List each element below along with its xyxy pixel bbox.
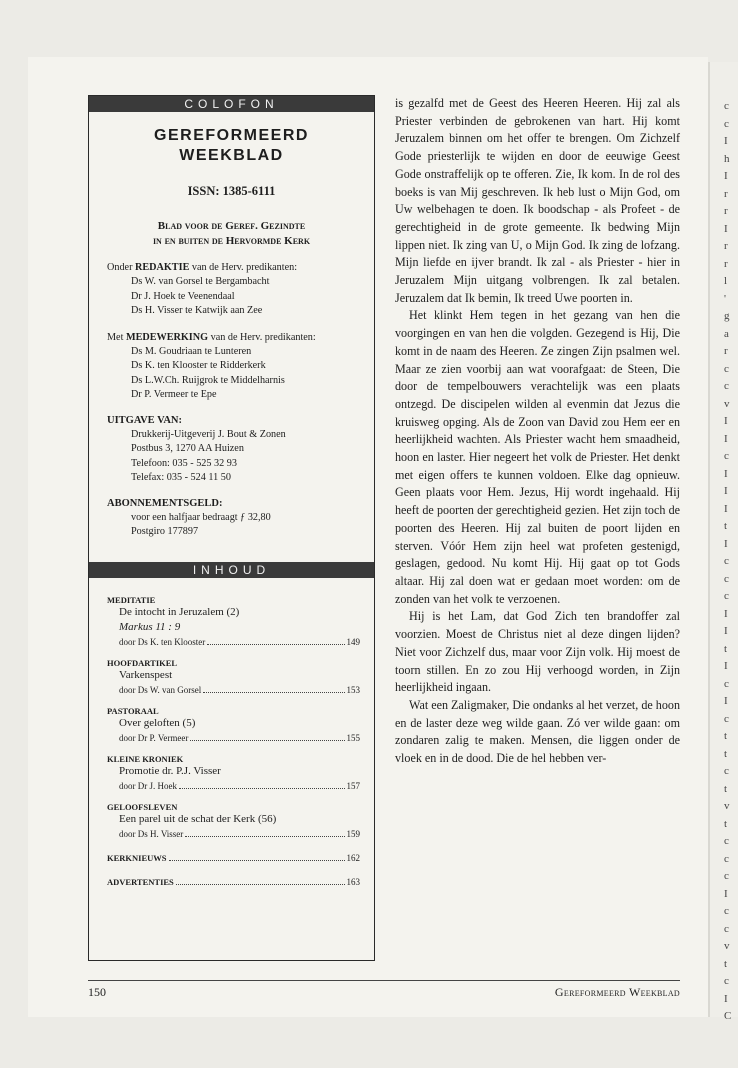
adjacent-page-letter: c xyxy=(724,835,729,847)
title-line-2: WEEKBLAD xyxy=(179,147,284,164)
uitgave-heading: UITGAVE VAN: xyxy=(107,414,182,426)
adjacent-page-edge xyxy=(708,62,738,1022)
adjacent-page-letter: c xyxy=(724,870,729,882)
article-paragraph: Wat een Zaligmaker, Die ondanks al het verzet, de hoon en de laster deze weg wilde gaan. Zó ver wilde gaan: om zondaren zalig te maken. Mensen, die liggen onder de vloek en in de dood. Die de hel hebben ver- xyxy=(395,697,680,766)
leader-dots xyxy=(207,635,344,645)
adjacent-page-letter: g xyxy=(724,310,730,322)
adjacent-page-letter: v xyxy=(724,940,730,952)
toc-category: GELOOFSLEVEN xyxy=(107,801,178,812)
toc-category: HOOFDARTIKEL xyxy=(107,657,178,668)
toc-page: 153 xyxy=(346,684,360,695)
article-paragraph: Het klinkt Hem tegen in het gezang van hen die voorgingen en van hen die volgden. Gezegend is Hij, Die komt in de naam des Heeren. Ze zingen Zijn psalmen wel. Maar ze zien voorbij aan wat voorafgaat: de Steen, Die door de tempelbouwers verachtelijk was een plaats ontzegd. De discipelen wilden al evenmin dat Jezus die kruisweg opging. Als de Zoon van David zou Hem eer en heerlijkheid wachten. Als Priester wacht hem smaadheid, hoon en laster. Hier negeert het volk de Priester. Het denkt met eigen offers te kunnen voldoen. Elke dag opnieuw. Geen plaats voor Hem. Jezus, Hij wordt ingehaald. Hij heeft de poorten der gerechtigheid gezien. Het zijn toch de poorten des Heeren. Hij zal buiten de poort lijden en sterven. Vóór Hem zijn heel wat profeten gestenigd, geslagen, gedood. Nu komt Hij. Hij gaat op tot Gods altaar. Hij zal doen wat er gedaan moet worden: om de zonden van het volk te verzoenen. xyxy=(395,308,680,606)
adjacent-page-letter: I xyxy=(724,415,728,427)
medewerking-prefix: Met xyxy=(107,331,124,343)
toc-row xyxy=(119,635,360,649)
toc-row xyxy=(107,851,360,865)
adjacent-page-letter: c xyxy=(724,117,729,130)
toc-page: 162 xyxy=(346,852,360,863)
adjacent-page-letter: c xyxy=(724,590,729,602)
abonnement-section xyxy=(107,496,374,540)
adjacent-page-letter: c xyxy=(724,380,729,392)
adjacent-page-letter: r xyxy=(724,205,728,217)
colofon-bar: COLOFON xyxy=(89,96,374,112)
toc-row xyxy=(119,827,360,841)
adjacent-page-letter: r xyxy=(724,187,728,200)
adjacent-page-letter: a xyxy=(724,327,729,340)
adjacent-page-letter: c xyxy=(724,765,729,777)
adjacent-page-letter: c xyxy=(724,922,729,935)
article-paragraph: Hij is het Lam, dat God Zich ten brandoffer zal voorzien. Moest de Christus niet al deze dingen lijden? Niet voor Zichzelf dus, maar voor Zijn volk. Hij moest de toorn stillen. En zo zou Hij verhoogd worden, in Zijn heerlijkheid ingaan. xyxy=(395,609,680,695)
toc-category: KLEINE KRONIEK xyxy=(107,753,184,764)
magazine-title xyxy=(89,126,374,166)
adjacent-page-letter: c xyxy=(724,100,729,112)
uitgave-line: Postbus 3, 1270 AA Huizen xyxy=(131,443,244,454)
redaktie-suffix: van de Herv. predikanten: xyxy=(191,262,298,273)
toc-author: door Dr P. Vermeer xyxy=(119,732,189,743)
adjacent-page-letter: r xyxy=(724,345,728,357)
adjacent-page-letter: I xyxy=(724,170,728,182)
adjacent-page-letter: v xyxy=(724,397,730,410)
medewerking-section xyxy=(107,331,374,403)
adjacent-page-letter: I xyxy=(724,502,728,515)
adjacent-page-letter: t xyxy=(724,817,728,830)
adjacent-page-letter: r xyxy=(724,257,728,270)
medewerking-line: Ds K. ten Klooster te Ridderkerk xyxy=(131,360,266,371)
toc-row xyxy=(107,875,360,889)
adjacent-page-letter: ' xyxy=(724,292,726,305)
toc-page: 159 xyxy=(346,828,360,839)
article-paragraph: is gezalfd met de Geest des Heeren Heeren. Hij zal als Priester verbinden de gebrokenen van hart. Hij komt Jeruzalem binnen om het offer te brengen. Om Zichzelf Gode priesterlijk te wijden en door de eeuwige Geest Gode onstraffelijk op te offeren. Zie, Ik kom. In de rol des boeks is van Mij geschreven. Ik heb lust o Mijn God, om Uw welbehagen te doen. Ik boodschap - als Profeet - de gerechtigheid in de grote gemeente. Ik bedwing Mijn lippen niet. Ik zing van U, o Mijn God. Ik zing de lofzang. Mijn liefde en ijver brandt. Ik zal - als Priester - hier in Jeruzalem Mijn uitgang volbrengen. Ik zal betalen. Jeruzalem dat Ik bemin, Ik treed Uwe poorten in. xyxy=(395,96,680,305)
adjacent-page-letter: c xyxy=(724,712,729,725)
redaktie-line: Ds H. Visser te Katwijk aan Zee xyxy=(131,305,263,316)
adjacent-page-letter: c xyxy=(724,555,729,567)
toc-title: Promotie dr. P.J. Visser xyxy=(119,764,221,777)
adjacent-page-letter: I xyxy=(724,467,728,480)
adjacent-page-letter: t xyxy=(724,642,728,655)
leader-dots xyxy=(176,875,345,885)
abonnement-line: voor een halfjaar bedraagt ƒ 32,80 xyxy=(131,511,271,523)
abonnement-heading: ABONNEMENTSGELD: xyxy=(107,497,223,509)
redaktie-section xyxy=(107,261,374,319)
subtitle-line-2: in en buiten de Hervormde Kerk xyxy=(152,235,311,247)
toc-category: ADVERTENTIES xyxy=(107,876,174,887)
leader-dots xyxy=(179,779,345,789)
toc-title: De intocht in Jeruzalem (2) xyxy=(119,605,240,618)
redaktie-line: Ds W. van Gorsel te Bergambacht xyxy=(131,276,270,287)
adjacent-page-letter: I xyxy=(724,537,728,550)
toc-category: MEDITATIE xyxy=(107,594,156,605)
medewerking-line: Dr P. Vermeer te Epe xyxy=(131,389,217,400)
adjacent-page-letter: c xyxy=(724,852,729,865)
adjacent-page-letter: v xyxy=(724,800,730,812)
toc-page: 155 xyxy=(346,732,360,743)
subtitle xyxy=(89,219,374,249)
medewerking-key: MEDEWERKING xyxy=(125,331,209,343)
toc-row xyxy=(119,731,360,745)
adjacent-page-letter: I xyxy=(724,485,728,497)
running-title: Gereformeerd Weekblad xyxy=(554,985,680,999)
adjacent-page-letter: I xyxy=(724,660,728,672)
toc-row xyxy=(119,683,360,697)
adjacent-page-letter: c xyxy=(724,905,729,917)
adjacent-page-letter: I xyxy=(724,625,728,637)
redaktie-key: REDAKTIE xyxy=(135,262,190,273)
adjacent-page-letter: c xyxy=(724,572,729,585)
redaktie-line: Dr J. Hoek te Veenendaal xyxy=(131,290,235,302)
toc-author: door Ds H. Visser xyxy=(119,828,184,839)
medewerking-line: Ds M. Goudriaan te Lunteren xyxy=(131,345,252,357)
table-of-contents xyxy=(89,578,374,889)
abonnement-line: Postgiro 177897 xyxy=(131,526,199,537)
adjacent-page-letter: c xyxy=(724,975,729,987)
toc-author: door Ds W. van Gorsel xyxy=(119,684,202,695)
medewerking-suffix: van de Herv. predikanten: xyxy=(210,331,316,343)
issn: ISSN: 1385-6111 xyxy=(187,184,276,198)
adjacent-page-letter: I xyxy=(724,887,728,900)
footer-rule xyxy=(88,980,680,981)
toc-subtitle: Markus 11 : 9 xyxy=(119,620,181,633)
toc-page: 149 xyxy=(346,636,360,647)
redaktie-prefix: Onder xyxy=(107,262,133,273)
page-number: 150 xyxy=(88,985,106,999)
adjacent-page-letter: t xyxy=(724,782,728,795)
adjacent-page-letter: I xyxy=(724,135,728,147)
adjacent-page-letter: I xyxy=(724,695,728,707)
adjacent-page-letter: h xyxy=(724,152,730,165)
uitgave-line: Drukkerij-Uitgeverij J. Bout & Zonen xyxy=(131,428,286,440)
article-column xyxy=(395,95,680,768)
redaktie-heading xyxy=(107,261,374,275)
adjacent-page-letter: I xyxy=(724,432,728,445)
leader-dots xyxy=(169,851,345,861)
toc-row xyxy=(119,779,360,793)
uitgave-line: Telefax: 035 - 524 11 50 xyxy=(131,472,231,483)
uitgave-section xyxy=(107,413,374,486)
subtitle-line-1: Blad voor de Geref. Gezindte xyxy=(157,220,306,232)
leader-dots xyxy=(190,731,344,741)
adjacent-page-letter: t xyxy=(724,730,728,742)
toc-page: 163 xyxy=(346,876,360,887)
toc-title: Varkenspest xyxy=(119,668,173,681)
toc-title: Een parel uit de schat der Kerk (56) xyxy=(119,812,277,825)
adjacent-page-letter: c xyxy=(724,362,729,375)
toc-page: 157 xyxy=(346,780,360,791)
uitgave-line: Telefoon: 035 - 525 32 93 xyxy=(131,457,237,469)
toc-author: door Ds K. ten Klooster xyxy=(119,636,206,647)
adjacent-page-letter: c xyxy=(724,450,729,462)
adjacent-page-letter: I xyxy=(724,992,728,1005)
adjacent-page-letter: r xyxy=(724,240,728,252)
toc-category: KERKNIEUWS xyxy=(107,852,167,863)
adjacent-page-letter: t xyxy=(724,747,728,760)
medewerking-heading xyxy=(107,331,374,345)
adjacent-page-letter: C xyxy=(724,1010,732,1022)
adjacent-page-letter: I xyxy=(724,607,728,620)
leader-dots xyxy=(203,683,344,693)
adjacent-page-letter: t xyxy=(724,957,728,970)
inhoud-bar: INHOUD xyxy=(89,562,374,578)
toc-author: door Dr J. Hoek xyxy=(119,780,177,791)
adjacent-page-letter: I xyxy=(724,222,728,235)
adjacent-page-letter: t xyxy=(724,520,728,532)
toc-title: Over geloften (5) xyxy=(119,716,196,729)
adjacent-page-letter: l xyxy=(724,275,728,287)
adjacent-page-letter: c xyxy=(724,677,729,690)
medewerking-line: Ds L.W.Ch. Ruijgrok te Middelharnis xyxy=(131,374,285,386)
toc-category: PASTORAAL xyxy=(107,705,159,716)
leader-dots xyxy=(185,827,344,837)
title-line-1: GEREFORMEERD xyxy=(154,127,309,144)
colofon-box xyxy=(88,95,375,961)
